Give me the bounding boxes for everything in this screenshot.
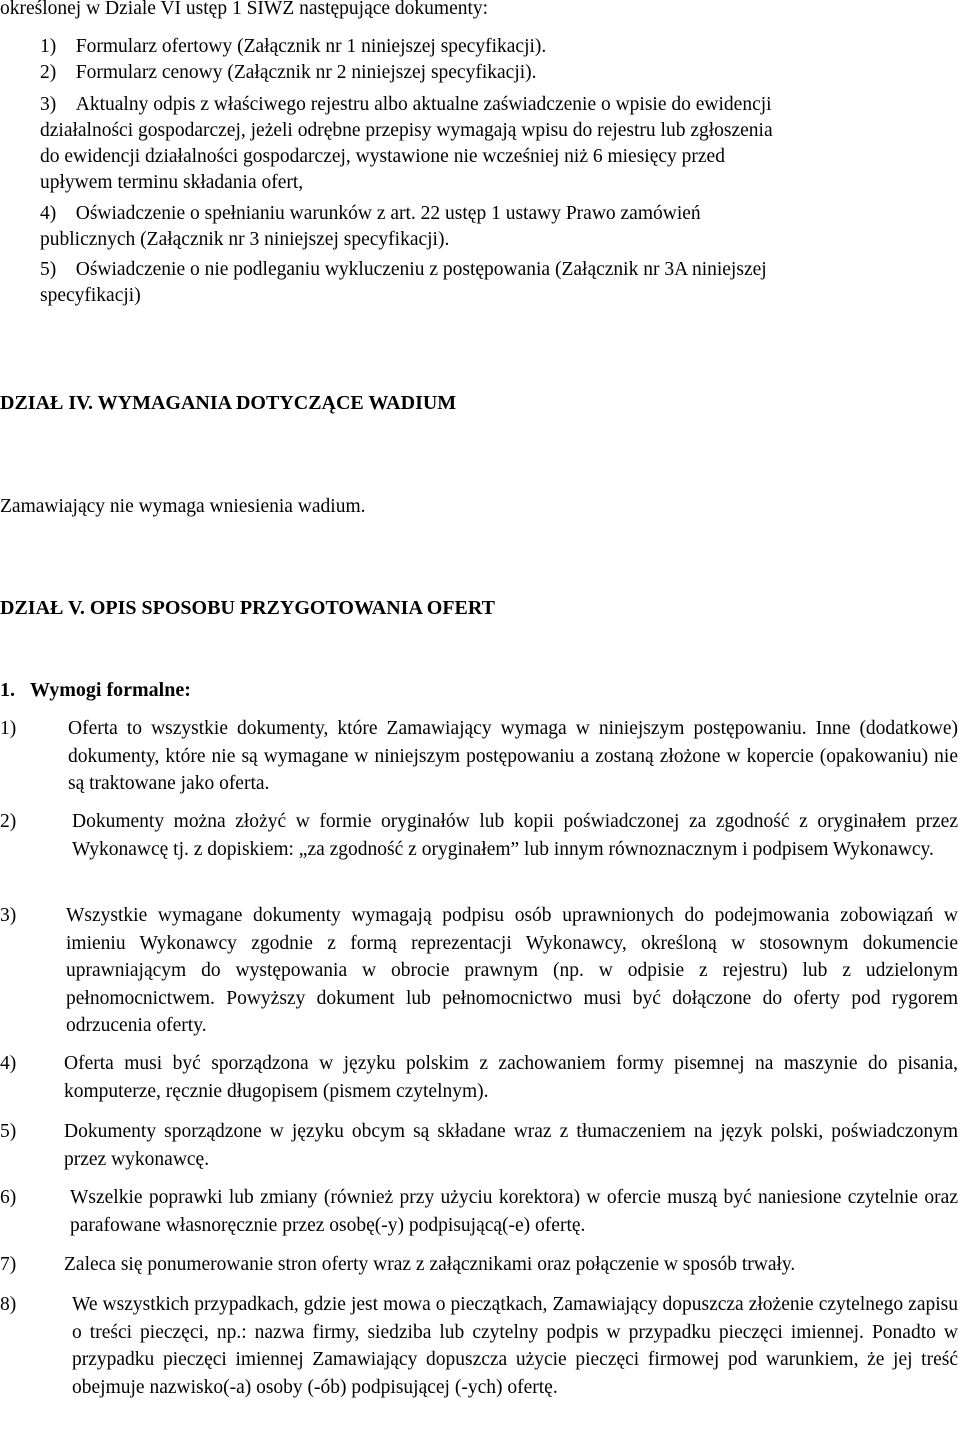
item-number: 1) — [0, 718, 17, 739]
requirement-item — [0, 1291, 958, 1401]
item-text: Zaleca się ponumerowanie stron oferty wraz z załącznikami oraz połączenie w sposób trwały. — [64, 1254, 796, 1275]
section-5-subheading: 1. Wymogi formalne: — [0, 679, 191, 701]
doc-list-item-1: 1) Formularz ofertowy (Załącznik nr 1 niniejszej specyfikacji). — [40, 36, 547, 57]
item-number: 7) — [0, 1254, 17, 1275]
doc-list-item-4-cont: publicznych (Załącznik nr 3 niniejszej specyfikacji). — [40, 229, 450, 250]
doc-list-item-3-cont: działalności gospodarczej, jeżeli odrębne przepisy wymagają wpisu do rejestru lub zgłoszenia — [40, 120, 773, 141]
intro-line: określonej w Dziale VI ustęp 1 SIWZ następujące dokumenty: — [0, 0, 489, 19]
doc-list-item-3-cont: upływem terminu składania ofert, — [40, 172, 304, 193]
item-text: Wszystkie wymagane dokumenty wymagają podpisu osób uprawnionych do podejmowania zobowiązań w imieniu Wykonawcy zgodnie z formą reprezentacji Wykonawcy, określoną w stosownym dokumencie uprawniającym do występowania w obrocie prawnym (np. w odpisie z rejestru) lub z udzielonym pełnomocnictwem. Powyższy dokument lub pełnomocnictwo musi być dołączone do oferty pod rygorem odrzucenia oferty. — [66, 905, 958, 1036]
requirement-item — [0, 1050, 958, 1105]
requirement-item — [0, 1251, 958, 1279]
section-4-heading: DZIAŁ IV. WYMAGANIA DOTYCZĄCE WADIUM — [0, 392, 457, 414]
item-number: 4) — [0, 1053, 17, 1074]
item-number: 8) — [0, 1294, 17, 1315]
doc-list-item-5: 5) Oświadczenie o nie podleganiu wykluczeniu z postępowania (Załącznik nr 3A niniejszej — [40, 259, 767, 280]
doc-list-item-3: 3) Aktualny odpis z właściwego rejestru albo aktualne zaświadczenie o wpisie do ewidencji — [40, 94, 772, 115]
doc-list-item-4: 4) Oświadczenie o spełnianiu warunków z art. 22 ustęp 1 ustawy Prawo zamówień — [40, 203, 701, 224]
item-text: Oferta musi być sporządzona w języku polskim z zachowaniem formy pisemnej na maszynie do pisania, komputerze, ręcznie długopisem (pismem czytelnym). — [64, 1053, 958, 1102]
item-text: Dokumenty można złożyć w formie oryginałów lub kopii poświadczonej za zgodność z oryginałem przez Wykonawcę tj. z dopiskiem: „za zgodność z oryginałem” lub innym równoznacznym i podpisem Wykonawcy. — [72, 811, 958, 860]
requirement-item — [0, 1118, 958, 1173]
requirement-item — [0, 715, 958, 798]
item-text: Wszelkie poprawki lub zmiany (również przy użyciu korektora) w ofercie muszą być naniesione czytelnie oraz parafowane własnoręcznie przez osobę(-y) podpisującą(-e) ofertę. — [70, 1187, 958, 1236]
item-text: Dokumenty sporządzone w języku obcym są składane wraz z tłumaczeniem na język polski, poświadczonym przez wykonawcę. — [64, 1121, 958, 1170]
item-number: 2) — [0, 811, 17, 832]
requirement-item — [0, 808, 958, 863]
item-number: 5) — [0, 1121, 17, 1142]
item-text: Oferta to wszystkie dokumenty, które Zamawiający wymaga w niniejszym postępowaniu. Inne (dodatkowe) dokumenty, które nie są wymagane w niniejszym postępowaniu a zostaną złożone w kopercie (opakowaniu) nie są traktowane jako oferta. — [68, 718, 958, 794]
item-text: We wszystkich przypadkach, gdzie jest mowa o pieczątkach, Zamawiający dopuszcza złożenie czytelnego zapisu o treści pieczęci, np.: nazwa firmy, siedziba lub czytelny podpis w przypadku pieczęci imiennej. Ponadto w przypadku pieczęci imiennej Zamawiający dopuszcza użycie pieczęci firmowej pod warunkiem, że jej treść obejmuje nazwisko(-a) osoby (-ób) podpisującej (-ych) ofertę. — [72, 1294, 958, 1398]
doc-list-item-5-cont: specyfikacji) — [40, 285, 141, 306]
requirement-item — [0, 1184, 958, 1239]
item-number: 6) — [0, 1187, 17, 1208]
requirement-item — [0, 902, 958, 1040]
doc-list-item-2: 2) Formularz cenowy (Załącznik nr 2 niniejszej specyfikacji). — [40, 62, 537, 83]
section-4-text: Zamawiający nie wymaga wniesienia wadium. — [0, 496, 366, 517]
item-number: 3) — [0, 905, 17, 926]
section-5-heading: DZIAŁ V. OPIS SPOSOBU PRZYGOTOWANIA OFERT — [0, 597, 495, 619]
doc-list-item-3-cont: do ewidencji działalności gospodarczej, wystawione nie wcześniej niż 6 miesięcy przed — [40, 146, 725, 167]
